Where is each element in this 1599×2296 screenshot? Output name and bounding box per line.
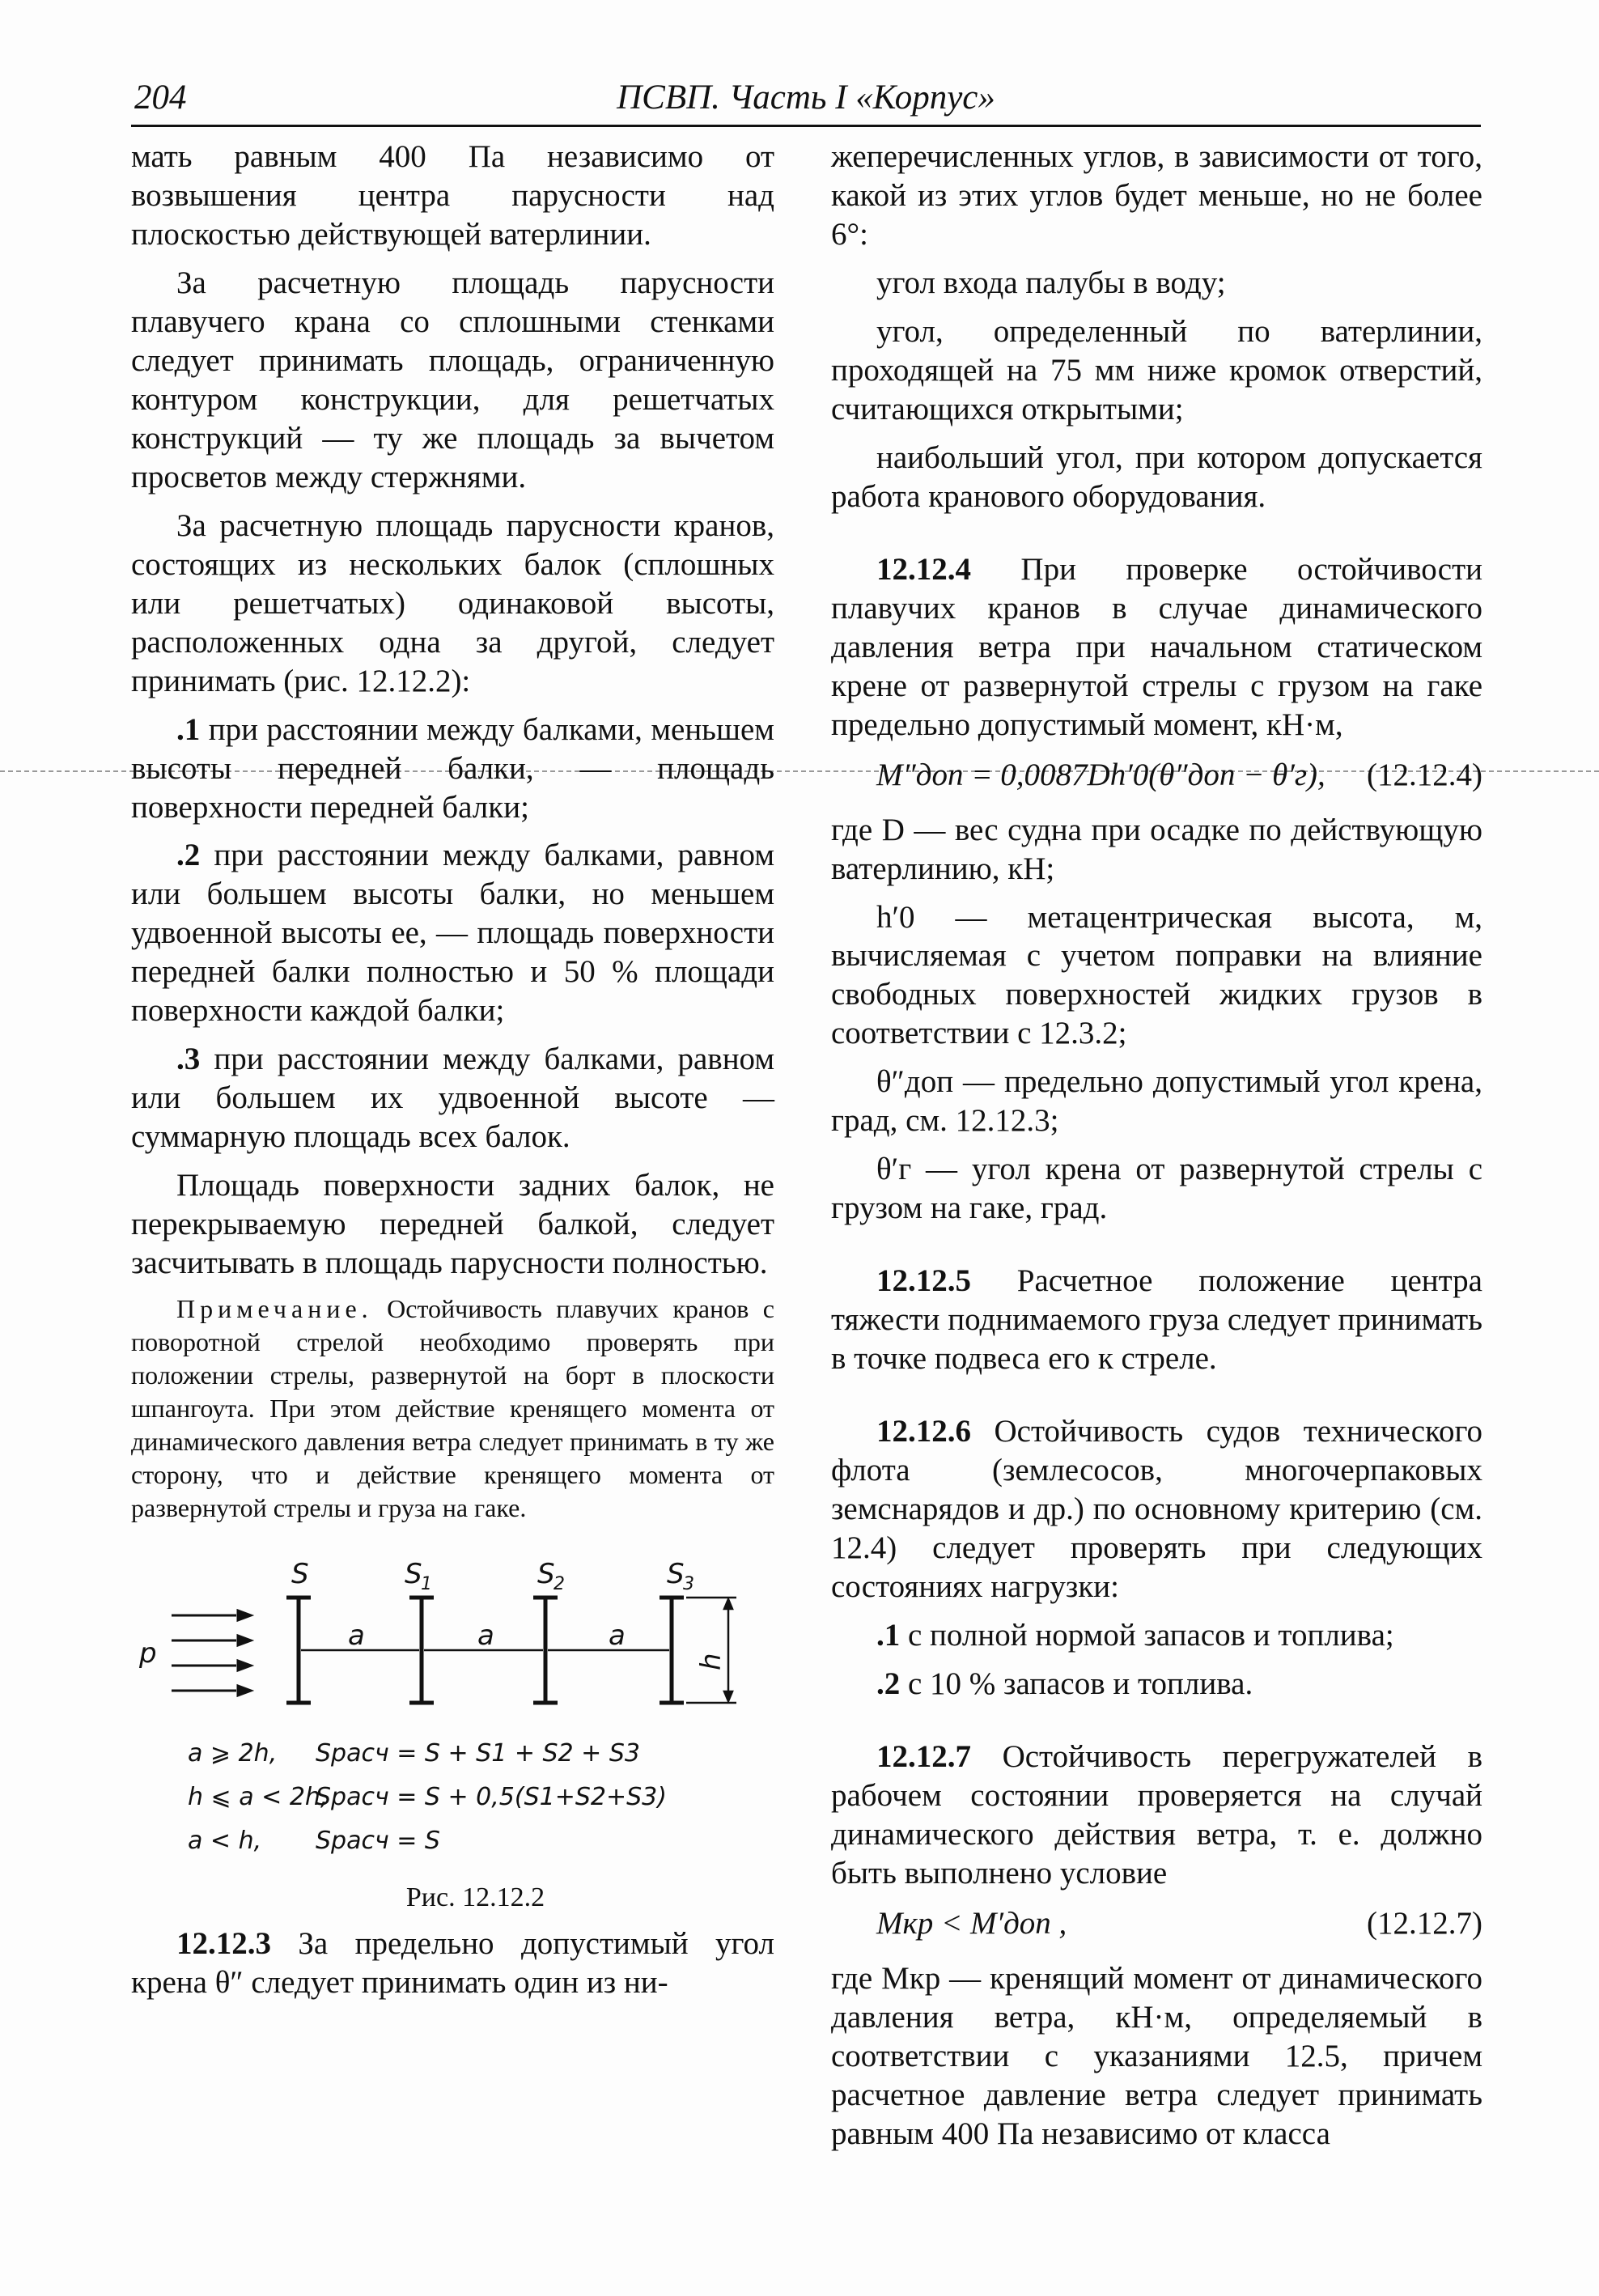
section-12-12-6 — [831, 1412, 1482, 1606]
list-text: при расстоянии между балками, равном или большем высоты балки, но меньшем удвоенной высоты ее, — площадь поверхности передней балки полностью и 50 % площади поверхности каждой балки; — [131, 838, 774, 1029]
note-label: Примечание. — [176, 1294, 373, 1324]
section-number: 12.12.3 — [176, 1925, 271, 1961]
list-item — [131, 711, 774, 827]
list-number: .2 — [876, 1666, 901, 1701]
label-a3: a — [609, 1619, 626, 1652]
section-text: Остойчивость перегружателей в рабочем состоянии проверяется на случай динамического действия ветра, т. е. должно быть выполнено условие — [831, 1738, 1482, 1891]
paragraph: угол входа палубы в воду; — [876, 265, 1226, 300]
figure-beams — [131, 1549, 774, 1881]
formula-12-12-7 — [831, 1904, 1482, 1950]
list-number: .2 — [176, 838, 201, 873]
f1-expr: Sрасч = S + S1 + S2 + S3 — [316, 1738, 640, 1768]
running-title: ПСВП. Часть I «Корпус» — [617, 79, 995, 117]
definition: θ′г — угол крена от развернутой стрелы с грузом на гаке, град. — [831, 1152, 1482, 1226]
formula-number: (12.12.7) — [1367, 1905, 1482, 1941]
label-s3: S — [667, 1557, 685, 1590]
spacer — [831, 526, 1482, 550]
label-a1: a — [348, 1619, 365, 1652]
definition: θ″доп — предельно допустимый угол крена, град, см. 12.12.3; — [831, 1064, 1482, 1139]
section-number: 12.12.7 — [876, 1738, 971, 1774]
section-number: 12.12.5 — [876, 1263, 971, 1299]
formula-expression: Mкр < M′доп , — [876, 1905, 1067, 1941]
note-text: Остойчивость плавучих кранов с поворотной стрелой необходимо проверять при положении стрелы, развернутой на борт в плоскости шпангоута. При этом действие кренящего момента от динамического давления ветра следует принимать в ту же сторону, что и действие кренящего момента от развернутой стрелы и груза на гаке. — [131, 1294, 774, 1522]
label-s: S — [291, 1557, 309, 1590]
paragraph: жеперечисленных углов, в зависимости от того, какой из этих углов будет меньше, но не более 6°: — [831, 139, 1482, 252]
section-text: Остойчивость судов технического флота (землесосов, многочерпаковых земснарядов и др.) по основному критерию (см. 12.4) следует проверять при следующих состояниях нагрузки: — [831, 1414, 1482, 1605]
paragraph: За расчетную площадь парусности плавучего крана со сплошными стенками следует принимать площадь, ограниченную контуром конструкции, для решетчатых конструкций — ту же площадь за вычетом просветов между стержнями. — [131, 265, 774, 494]
note — [131, 1292, 774, 1525]
label-s2-sub: 2 — [554, 1573, 565, 1594]
section-12-12-3 — [131, 1925, 774, 2002]
figure-caption: Рис. 12.12.2 — [405, 1882, 545, 1912]
paragraph: угол, определенный по ватерлинии, проходящей на 75 мм ниже кромок отверстий, считающихся открытыми; — [831, 313, 1482, 427]
f2-cond: h ⩽ a < 2h, — [188, 1782, 329, 1811]
running-header — [131, 76, 1481, 127]
paragraph: Площадь поверхности задних балок, не перекрываемую передней балкой, следует засчитывать в площадь парусности полностью. — [131, 1168, 774, 1281]
f3-expr: Sрасч = S — [316, 1826, 440, 1855]
paragraph: наибольший угол, при котором допускается работа кранового оборудования. — [831, 439, 1482, 514]
formula-expression: M″доп = 0,0087Dh′0(θ″доп − θ′г), — [876, 757, 1325, 792]
list-item — [831, 1616, 1482, 1655]
list-number: .3 — [176, 1042, 201, 1077]
section-12-12-7 — [831, 1738, 1482, 1893]
paragraph: мать равным 400 Па независимо от возвышения центра парусности над плоскостью действующей ватерлинии. — [131, 139, 774, 252]
section-12-12-4 — [831, 550, 1482, 745]
paragraph: За расчетную площадь парусности кранов, состоящих из нескольких балок (сплошных или решетчатых) одинаковой высоты, расположенных одна за другой, следует принимать (рис. 12.12.2): — [131, 507, 774, 698]
list-text: при расстоянии между балками, меньшем высоты передней балки, — площадь поверхности передней балки; — [131, 711, 774, 825]
section-text: Расчетное положение центра тяжести поднимаемого груза следует принимать в точке подвеса его к стреле. — [831, 1263, 1482, 1377]
page-number: 204 — [134, 79, 187, 117]
definition: h′0 — метацентрическая высота, м, вычисляемая с учетом поправки на влияние свободных поверхностей жидких грузов в соответствии с 12.3.2; — [831, 899, 1482, 1051]
left-column — [131, 138, 774, 2012]
list-number: .1 — [876, 1618, 901, 1653]
section-text: За предельно допустимый угол крена θ″ следует принимать один из ни- — [131, 1925, 774, 2000]
where-clause: где Mкр — кренящий момент от динамического давления ветра, кН·м, определяемый в соответствии с указаниями 12.5, причем расчетное давление ветра следует принимать равным 400 Па независимо от класса — [831, 1960, 1482, 2151]
section-number: 12.12.6 — [876, 1414, 971, 1449]
formula-12-12-4 — [831, 756, 1482, 801]
spacer — [831, 1713, 1482, 1738]
list-text: при расстоянии между балками, равном или большем их удвоенной высоте — суммарную площадь всех балок. — [131, 1042, 774, 1155]
list-text: с полной нормой запасов и топлива; — [900, 1618, 1394, 1653]
list-number: .1 — [176, 711, 201, 747]
list-item — [831, 1665, 1482, 1704]
section-text: При проверке остойчивости плавучих кранов в случае динамического давления ветра при начальном статическом крене от развернутой стрелы с грузом на гаке предельно допустимый момент, кН·м, — [831, 551, 1482, 742]
spacer — [831, 1388, 1482, 1412]
f2-expr: Sрасч = S + 0,5(S1+S2+S3) — [316, 1782, 667, 1811]
label-s3-sub: 3 — [683, 1573, 694, 1594]
list-item — [131, 836, 774, 1030]
label-a2: a — [477, 1619, 494, 1652]
label-s1-sub: 1 — [421, 1573, 432, 1594]
section-12-12-5 — [831, 1262, 1482, 1378]
label-h: h — [695, 1653, 727, 1670]
spacer — [831, 1237, 1482, 1262]
list-item — [131, 1040, 774, 1156]
right-column — [831, 138, 1482, 2163]
where-clause: где D — вес судна при осадке по действующую ватерлинию, кН; — [831, 812, 1482, 886]
list-text: с 10 % запасов и топлива. — [900, 1666, 1253, 1701]
wind-arrows — [172, 1611, 251, 1695]
f3-cond: a < h, — [188, 1826, 262, 1855]
formula-number: (12.12.4) — [1367, 757, 1482, 792]
beams-diagram — [131, 1549, 774, 1881]
section-number: 12.12.4 — [876, 551, 971, 587]
label-s2: S — [537, 1557, 555, 1590]
label-s1: S — [405, 1557, 422, 1590]
label-p: p — [139, 1636, 157, 1670]
f1-cond: a ⩾ 2h, — [188, 1738, 278, 1768]
